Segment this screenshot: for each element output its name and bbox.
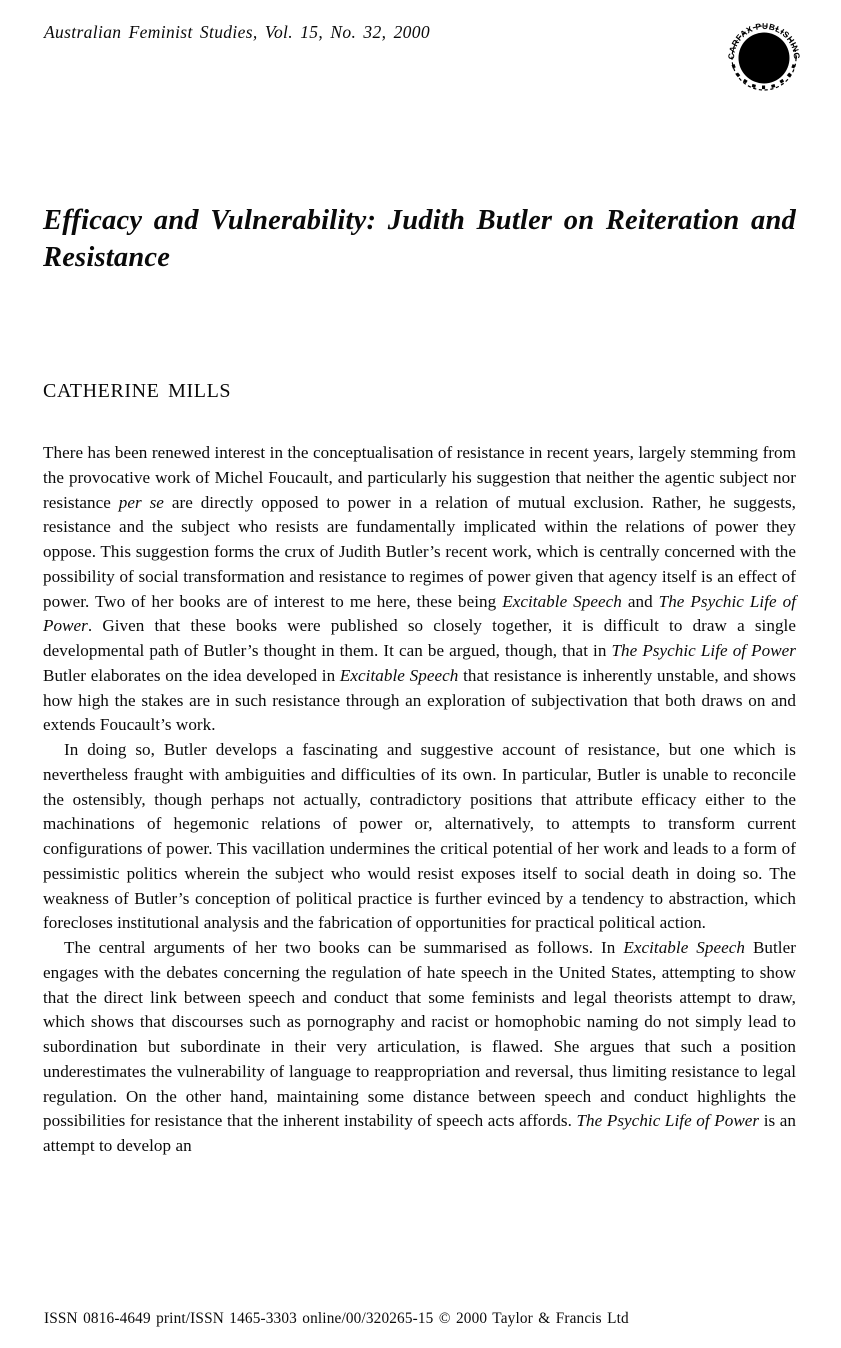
page-title (43, 202, 796, 276)
body-paragraph-2 (43, 738, 796, 936)
running-head: Australian Feminist Studies, Vol. 15, No. 32, 2000 (44, 22, 430, 42)
paragraph-1-segment-1: There has been renewed interest in the conceptualisation of resistance in recent years, largely stemming from the provocative work of Michel Foucault, and particularly his suggestion that neither the agentic subject nor resistance (43, 443, 796, 512)
paragraph-1-segment-4: . Given that these books were published so closely together, it is difficult to draw a single developmental path of Butler’s thought in them. It can be argued, though, that in (43, 616, 796, 660)
issn-copyright-footer: ISSN 0816-4649 print/ISSN 1465-3303 online/00/320265-15 © 2000 Taylor & Francis Ltd (44, 1310, 629, 1327)
page-title-line-2: Resistance (43, 242, 171, 274)
book-title-psychic-life-of-power: The Psychic Life of Power (43, 591, 797, 636)
book-title-psychic-life-of-power-2: The Psychic Life of Power (611, 641, 797, 660)
book-title-excitable-speech: Excitable Speech (502, 591, 622, 611)
paragraph-1-segment-5: Butler elaborates on the idea developed in (43, 665, 340, 685)
article-body (43, 441, 796, 1159)
paragraph-1-segment-2: are directly opposed to power in a relation of mutual exclusion. Rather, he suggests, resistance and the subject who resists are fundamentally implicated within the relations of power they oppose. This suggestion forms the crux of Judith Butler’s recent work, which is centrally concerned with the possibility of social transformation and resistance to regimes of power given that agency itself is an effect of power. Two of her books are of interest to me here, these being (43, 492, 796, 611)
paragraph-2-text: In doing so, Butler develops a fascinating and suggestive account of resistance, but one which is nevertheless fraught with ambiguities and difficulties of its own. In particular, Butler is unable to reconcile the ostensibly, though perhaps not actually, contradictory positions that attribute efficacy either to the machinations of hegemonic relations of power or, alternatively, to attempts to transform current configurations of power. This vacillation undermines the critical potential of her work and leads to a form of pessimistic politics wherein the subject who would resist exposes itself to social death in doing so. The weakness of Butler’s conception of political practice is further evinced by a tendency to abstraction, which forecloses institutional analysis and the fabrication of opportunities for practical political action. (43, 740, 796, 933)
svg-text:CARFAX PUBLISHING: CARFAX PUBLISHING (726, 20, 802, 60)
paragraph-1-segment-3: and (621, 591, 659, 611)
body-paragraph-1 (43, 441, 796, 738)
body-paragraph-3 (43, 936, 796, 1159)
paragraph-1-segment-6: that resistance is inherently unstable, and shows how high the stakes are in such resistance through an exploration of subjectivation that both draws on and extends Foucault’s work. (43, 665, 796, 735)
book-title-excitable-speech-2: Excitable Speech (339, 665, 459, 685)
author-name: CATHERINE MILLS (43, 380, 232, 402)
book-title-psychic-life-of-power-3: The Psychic Life of Power (576, 1111, 760, 1131)
paragraph-3-segment-1: The central arguments of her two books can be summarised as follows. In (64, 938, 624, 957)
carfax-publishing-logo (726, 19, 802, 95)
paragraph-3-segment-3: is an attempt to develop an (43, 1111, 797, 1155)
book-title-excitable-speech-3: Excitable Speech (623, 938, 745, 957)
term-per-se: per se (118, 492, 164, 512)
page-title-line-1: Efficacy and Vulnerability: Judith Butler on Reiteration and (43, 205, 796, 237)
paragraph-3-segment-2: Butler engages with the debates concerning the regulation of hate speech in the United States, attempting to show that the direct link between speech and conduct that some feminists and legal theorists attempt to draw, which shows that discourses such as pornography and racist or homophobic naming do not simply lead to subordination but subordinate in their very articulation, is flawed. She argues that such a position underestimates the vulnerability of language to reappropriation and reversal, thus limiting resistance to legal regulation. On the other hand, maintaining some distance between speech and conduct highlights the possibilities for resistance that the inherent instability of speech acts affords. (43, 938, 796, 1131)
